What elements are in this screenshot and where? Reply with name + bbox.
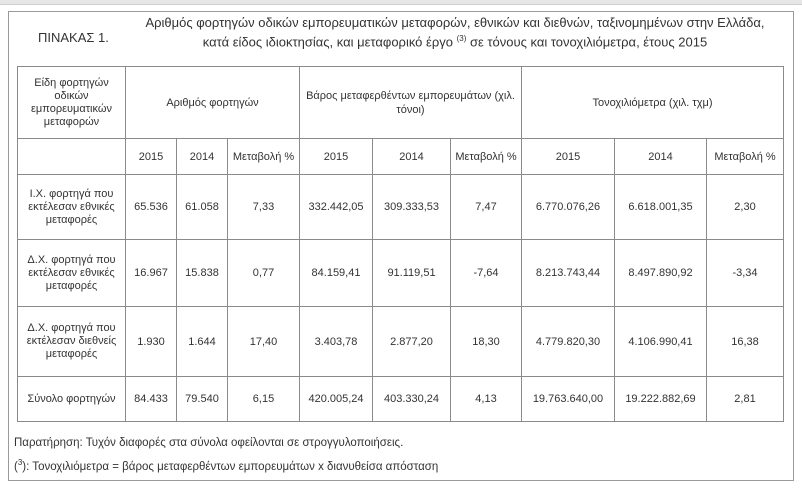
row-label: Ι.Χ. φορτηγά που εκτέλεσαν εθνικές μεταφορές [18,175,126,240]
cell-wt-2015: 332.442,05 [300,175,373,240]
header-row-years [18,139,784,175]
statistics-table [17,66,784,422]
cell-tk-change: 2,30 [707,175,784,240]
cell-veh-2014: 15.838 [177,240,228,307]
cell-tk-2015: 8.213.743,44 [522,240,615,307]
header-tk-2015: 2015 [522,139,615,175]
cell-veh-2014: 61.058 [177,175,228,240]
cell-tk-2015: 6.770.076,26 [522,175,615,240]
top-edge-strip [0,0,802,5]
row-label: Δ.Χ. φορτηγά που εκτέλεσαν εθνικές μεταφορές [18,240,126,307]
table-row [18,307,784,377]
header-group-weight: Βάρος μεταφερθέντων εμπορευμάτων (χιλ. τόνοι) [300,67,522,139]
cell-veh-2014: 1.644 [177,307,228,377]
cell-veh-change: 6,15 [228,377,300,422]
cell-veh-2015: 16.967 [126,240,177,307]
cell-tk-change: 16,38 [707,307,784,377]
table-row-total [18,377,784,422]
header-tk-change: Μεταβολή % [707,139,784,175]
row-label: Σύνολο φορτηγών [18,377,126,422]
cell-tk-change: -3,34 [707,240,784,307]
header-row-groups [18,67,784,139]
cell-tk-2014: 6.618.001,35 [615,175,707,240]
title-line-2 [130,31,780,50]
remark-note: Παρατήρηση: Τυχόν διαφορές στα σύνολα οφείλονται σε στρογγυλοποιήσεις. [14,437,404,449]
cell-wt-change: 4,13 [451,377,522,422]
title-footnote-ref: (3) [456,34,467,43]
cell-veh-change: 0,77 [228,240,300,307]
cell-tk-2015: 4.779.820,30 [522,307,615,377]
cell-tk-2014: 19.222.882,69 [615,377,707,422]
header-veh-change: Μεταβολή % [228,139,300,175]
header-first-col: Είδη φορτηγών οδικών εμπορευματικών μεταφορών [18,67,126,139]
cell-veh-2015: 1.930 [126,307,177,377]
header-tk-2014: 2014 [615,139,707,175]
cell-wt-2015: 420.005,24 [300,377,373,422]
header-empty-cell [18,139,126,175]
header-veh-2015: 2015 [126,139,177,175]
header-veh-2014: 2014 [177,139,228,175]
table-row [18,240,784,307]
cell-wt-2014: 309.333,53 [373,175,451,240]
table-label: ΠΙΝΑΚΑΣ 1. [38,30,109,45]
header-group-tonkm: Τονοχιλιόμετρα (χιλ. τχμ) [522,67,784,139]
cell-wt-2014: 91.119,51 [373,240,451,307]
cell-wt-2014: 403.330,24 [373,377,451,422]
cell-wt-change: 18,30 [451,307,522,377]
cell-tk-2014: 4.106.990,41 [615,307,707,377]
cell-veh-change: 17,40 [228,307,300,377]
header-wt-2014: 2014 [373,139,451,175]
cell-wt-2014: 2.877,20 [373,307,451,377]
cell-tk-2015: 19.763.640,00 [522,377,615,422]
header-wt-2015: 2015 [300,139,373,175]
footnote-number: 3 [17,458,23,467]
footnote [14,458,438,473]
header-wt-change: Μεταβολή % [451,139,522,175]
header-group-vehicles: Αριθμός φορτηγών [126,67,300,139]
cell-wt-change: 7,47 [451,175,522,240]
cell-veh-change: 7,33 [228,175,300,240]
cell-veh-2015: 84.433 [126,377,177,422]
title-line-2-pre: κατά είδος ιδιοκτησίας, και μεταφορικό έργο [202,34,453,50]
row-label: Δ.Χ. φορτηγά που εκτέλεσαν διεθνείς μεταφορές [18,307,126,377]
cell-veh-2014: 79.540 [177,377,228,422]
footnote-text: ): Τονοχιλιόμετρα = βάρος μεταφερθέντων εμπορευμάτων x διανυθείσα απόσταση [22,460,439,473]
cell-tk-change: 2,81 [707,377,784,422]
cell-wt-2015: 3.403,78 [300,307,373,377]
title-line-2-post: σε τόνους και τονοχιλιόμετρα, έτους 2015 [469,34,708,50]
table-title [130,15,780,50]
cell-wt-change: -7,64 [451,240,522,307]
footnote-open: ( [14,460,18,473]
cell-tk-2014: 8.497.890,92 [615,240,707,307]
table-row [18,175,784,240]
cell-veh-2015: 65.536 [126,175,177,240]
title-line-1: Αριθμός φορτηγών οδικών εμπορευματικών μεταφορών, εθνικών και διεθνών, ταξινομημένων στην Ελλάδα, [145,15,765,30]
cell-wt-2015: 84.159,41 [300,240,373,307]
